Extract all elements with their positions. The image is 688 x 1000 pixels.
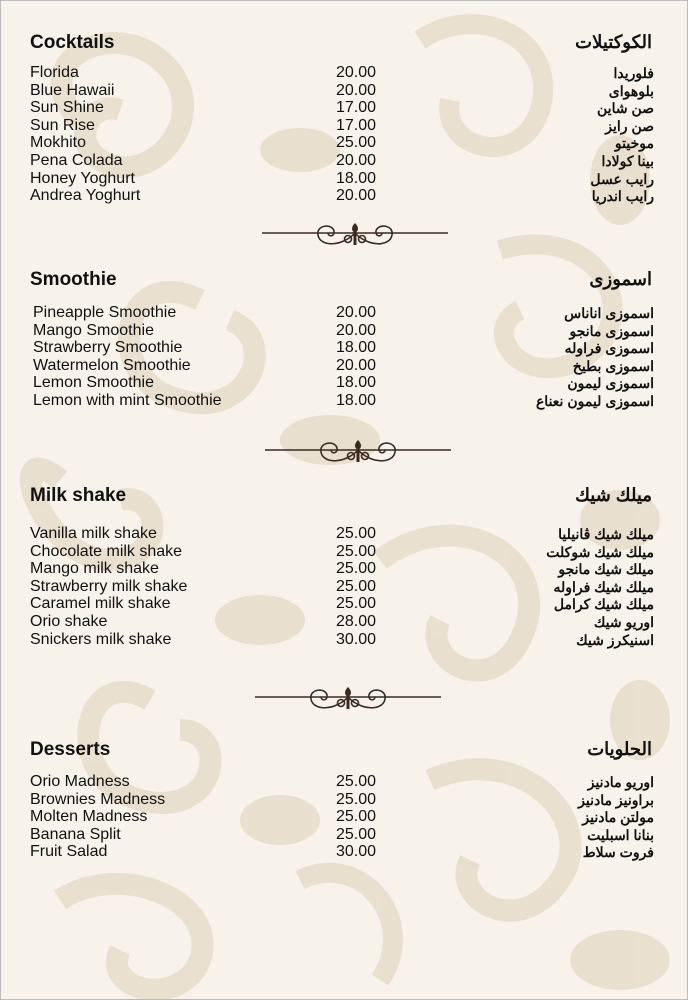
item-name-ar: اوريو شيك: [593, 614, 654, 630]
item-name: Mokhito: [30, 134, 87, 152]
item-name: Andrea Yoghurt: [30, 187, 141, 205]
menu-item: [0, 322, 688, 340]
item-price: 25.00: [336, 773, 377, 790]
item-price: 18.00: [336, 392, 377, 409]
item-name: Pena Colada: [30, 152, 123, 169]
item-name-ar: موخيتو: [614, 135, 654, 152]
item-price: 20.00: [336, 187, 377, 205]
item-price: 25.00: [336, 134, 377, 152]
item-price: 20.00: [336, 356, 377, 374]
section-title-en: Milk shake: [30, 485, 127, 506]
menu-item: [0, 170, 688, 188]
item-price: 17.00: [336, 116, 377, 134]
menu-item: [0, 99, 688, 117]
item-price: 25.00: [336, 577, 377, 595]
item-name-ar: ميلك شيك فراوله: [553, 578, 654, 595]
menu-item: [0, 578, 688, 596]
menu-item: [0, 187, 688, 205]
menu-item: [0, 64, 688, 82]
item-name: Banana Split: [30, 825, 121, 843]
item-name-ar: رايب اندريا: [591, 188, 654, 205]
menu-item: [0, 560, 688, 578]
menu-item: [0, 82, 688, 100]
item-price: 30.00: [336, 843, 377, 861]
item-name-ar: ميلك شيك مانجو: [558, 561, 654, 578]
item-name: Snickers milk shake: [30, 630, 172, 648]
section-title-ar: اسموزى: [589, 269, 652, 289]
item-price: 25.00: [336, 560, 377, 578]
menu-item: [0, 392, 688, 410]
item-name-ar: اسموزى فراوله: [564, 340, 654, 357]
item-name: Lemon Smoothie: [33, 374, 154, 392]
menu-item: [0, 808, 688, 826]
item-name-ar: فلوريدا: [613, 65, 654, 81]
ornament-divider: [265, 434, 451, 471]
menu-item: [0, 631, 688, 649]
item-name-ar: اسموزى ليمون نعناع: [535, 393, 654, 409]
item-name: Watermelon Smoothie: [33, 356, 191, 374]
item-price: 25.00: [336, 825, 377, 843]
section-title-en: Cocktails: [30, 32, 115, 53]
item-name-ar: اسنيكرز شيك: [576, 631, 654, 648]
item-name: Brownies Madness: [30, 790, 166, 808]
section-title-ar: الكوكتيلات: [575, 32, 652, 52]
item-name-ar: اسموزى بطيخ: [572, 357, 654, 374]
item-price: 20.00: [336, 81, 377, 99]
item-name-ar: اسموزى مانجو: [569, 322, 654, 339]
item-price: 25.00: [336, 595, 377, 613]
item-name: Mango Smoothie: [33, 321, 154, 339]
item-name: Strawberry Smoothie: [33, 339, 183, 357]
item-name-ar: ميلك شيك كرامل: [553, 596, 654, 613]
item-name-ar: ميلك شيك شوكلت: [546, 543, 654, 560]
menu-item: [0, 134, 688, 152]
section-title-ar: الحلويات: [587, 739, 652, 759]
ornament-divider: [262, 217, 448, 254]
item-name: Blue Hawaii: [30, 81, 115, 99]
item-name: Caramel milk shake: [30, 595, 171, 613]
item-price: 30.00: [336, 630, 377, 648]
item-price: 25.00: [336, 525, 377, 542]
item-name: Sun Shine: [30, 99, 104, 117]
menu-item: [0, 826, 688, 844]
item-name-ar: بينا كولادا: [601, 153, 654, 169]
item-name-ar: فروت سلاط: [582, 844, 654, 861]
item-price: 25.00: [336, 808, 377, 826]
item-name-ar: صن رايز: [605, 117, 654, 134]
item-name: Lemon with mint Smoothie: [33, 392, 222, 409]
item-name: Honey Yoghurt: [30, 169, 135, 187]
item-name: Strawberry milk shake: [30, 577, 188, 595]
menu-item: [0, 304, 688, 322]
item-price: 17.00: [336, 99, 377, 117]
item-price: 20.00: [336, 64, 377, 81]
ornament-divider: [255, 681, 441, 718]
item-price: 20.00: [336, 321, 377, 339]
menu-item: [0, 152, 688, 170]
item-name: Florida: [30, 64, 79, 81]
item-name-ar: ميلك شيك ڤانيليا: [558, 526, 654, 542]
item-name-ar: اوريو مادنيز: [587, 774, 654, 790]
item-name: Orio Madness: [30, 773, 130, 790]
item-name: Orio shake: [30, 613, 108, 630]
menu-item: [0, 791, 688, 809]
item-price: 18.00: [336, 169, 377, 187]
menu-item: [0, 339, 688, 357]
item-price: 20.00: [336, 152, 377, 169]
item-name-ar: اسموزى اناناس: [564, 305, 654, 321]
item-name: Sun Rise: [30, 116, 95, 134]
item-name-ar: بلوهواى: [608, 82, 654, 99]
item-price: 18.00: [336, 339, 377, 357]
item-price: 25.00: [336, 790, 377, 808]
item-name: Mango milk shake: [30, 560, 159, 578]
item-name: Fruit Salad: [30, 843, 108, 861]
item-price: 18.00: [336, 374, 377, 392]
menu-item: [0, 543, 688, 561]
item-name: Chocolate milk shake: [30, 542, 183, 560]
section-title-en: Desserts: [30, 739, 111, 760]
item-price: 20.00: [336, 304, 377, 321]
item-name: Molten Madness: [30, 808, 148, 826]
item-name-ar: مولتن مادنيز: [582, 809, 654, 826]
item-name-ar: رايب عسل: [590, 170, 654, 187]
item-price: 28.00: [336, 613, 377, 630]
item-name: Vanilla milk shake: [30, 525, 157, 542]
menu-item: [0, 613, 688, 631]
menu-item: [0, 374, 688, 392]
menu-item: [0, 595, 688, 613]
menu-item: [0, 525, 688, 543]
menu-item: [0, 773, 688, 791]
section-title-ar: ميلك شيك: [575, 485, 652, 505]
menu-item: [0, 843, 688, 861]
item-name: Pineapple Smoothie: [33, 304, 177, 321]
item-price: 25.00: [336, 542, 377, 560]
item-name-ar: براونيز مادنيز: [578, 791, 654, 808]
item-name-ar: بنانا اسبليت: [587, 826, 654, 843]
item-name-ar: صن شاين: [597, 100, 654, 117]
menu-item: [0, 357, 688, 375]
section-title-en: Smoothie: [30, 269, 117, 290]
item-name-ar: اسموزى ليمون: [567, 375, 654, 392]
menu-item: [0, 117, 688, 135]
